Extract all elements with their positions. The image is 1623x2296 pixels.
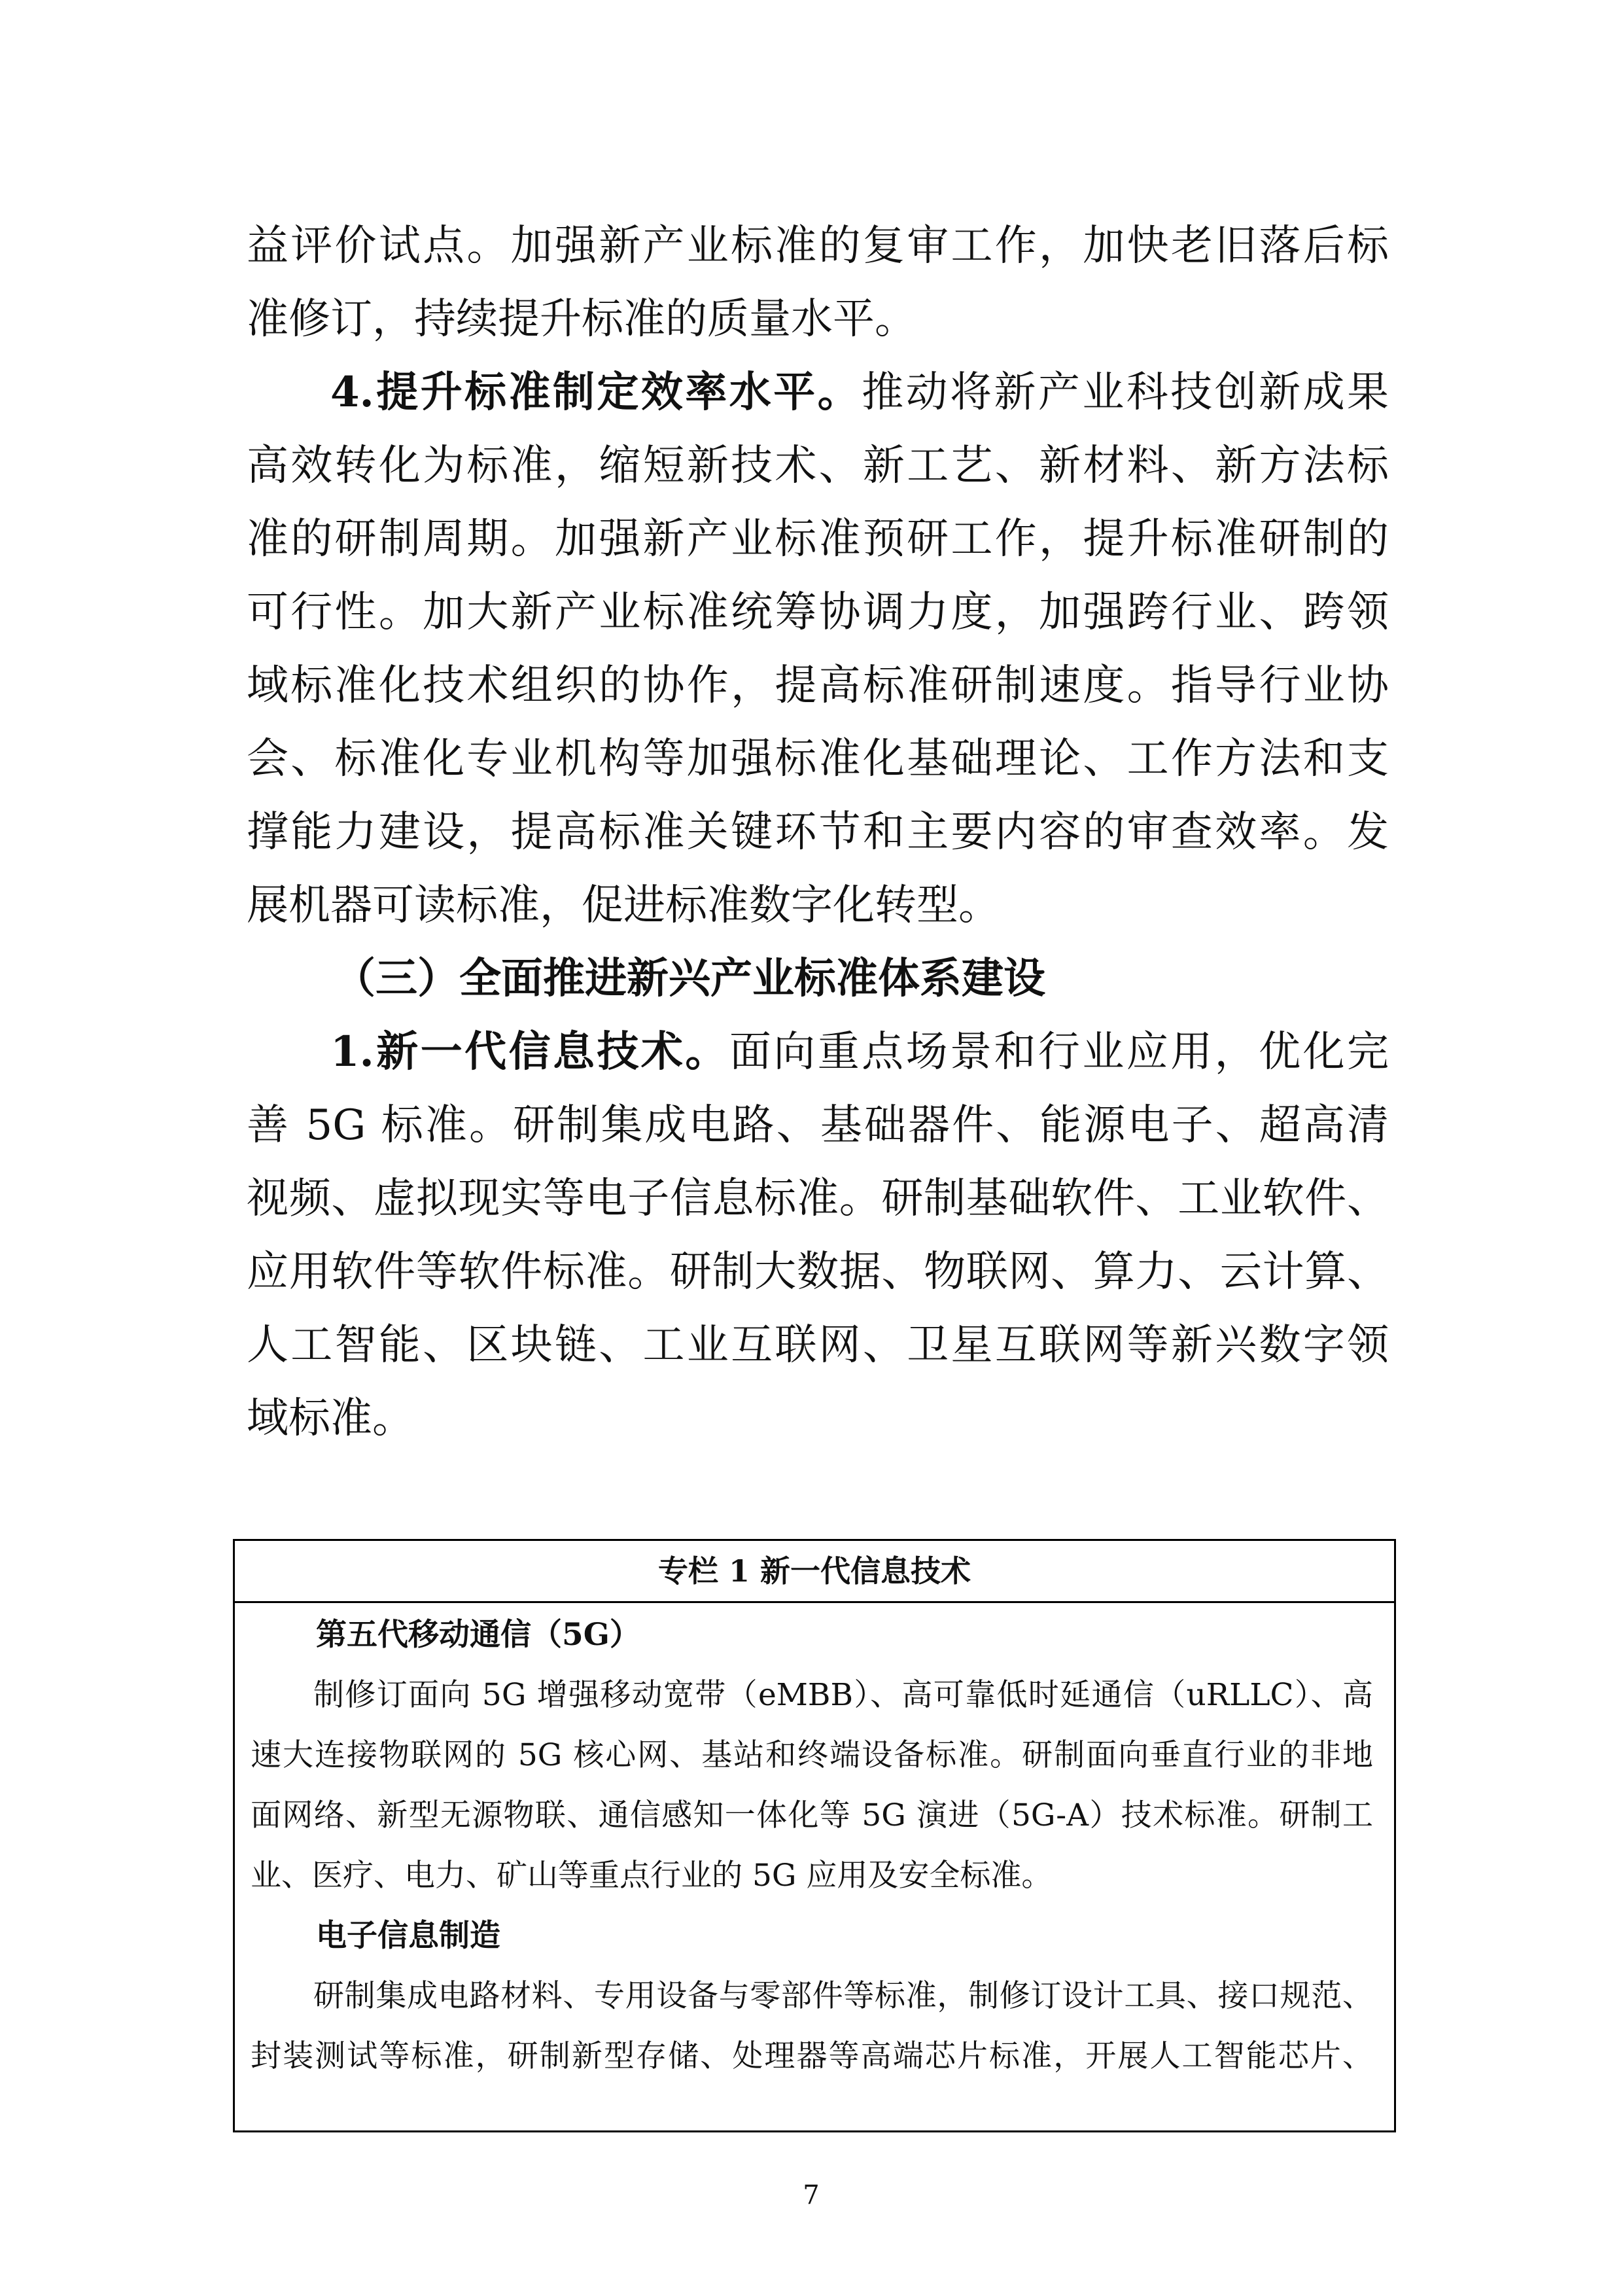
body-line: 视频、虚拟现实等电子信息标准。研制基础软件、工业软件、 xyxy=(247,1174,1389,1223)
body-line: 善 5G 标准。研制集成电路、基础器件、能源电子、超高清 xyxy=(247,1101,1389,1150)
body-line: 高效转化为标准，缩短新技术、新工艺、新材料、新方法标 xyxy=(247,442,1389,490)
body-line: 撑能力建设，提高标准关键环节和主要内容的审查效率。发 xyxy=(247,808,1389,857)
box-line: 面网络、新型无源物联、通信感知一体化等 5G 演进（5G-A）技术标准。研制工 xyxy=(251,1797,1373,1833)
box-line: 制修订面向 5G 增强移动宽带（eMBB）、高可靠低时延通信（uRLLC）、高 xyxy=(313,1677,1373,1713)
box-title: 专栏 1 新一代信息技术 xyxy=(235,1541,1394,1603)
body-line: 应用软件等软件标准。研制大数据、物联网、算力、云计算、 xyxy=(247,1248,1389,1296)
box-subheading: 电子信息制造 xyxy=(316,1918,500,1954)
paragraph-text: 面向重点场景和行业应用，优化完 xyxy=(729,1028,1389,1076)
page-number: 7 xyxy=(803,2180,820,2210)
paragraph-title: 1.新一代信息技术。 xyxy=(330,1027,729,1076)
body-line: 准修订，持续提升标准的质量水平。 xyxy=(247,295,916,344)
box-subheading: 第五代移动通信（5G） xyxy=(316,1617,640,1653)
body-line: 展机器可读标准，促进标准数字化转型。 xyxy=(247,881,1000,930)
body-line: 益评价试点。加强新产业标准的复审工作，加快老旧落后标 xyxy=(247,222,1389,270)
box-line: 封装测试等标准，研制新型存储、处理器等高端芯片标准，开展人工智能芯片、 xyxy=(251,2038,1373,2074)
body-line: 会、标准化专业机构等加强标准化基础理论、工作方法和支 xyxy=(247,735,1389,783)
box-line: 速大连接物联网的 5G 核心网、基站和终端设备标准。研制面向垂直行业的非地 xyxy=(251,1737,1373,1773)
body-line: 准的研制周期。加强新产业标准预研工作，提升标准研制的 xyxy=(247,515,1389,563)
body-line: 可行性。加大新产业标准统筹协调力度，加强跨行业、跨领 xyxy=(247,588,1389,637)
paragraph-text: 推动将新产业科技创新成果 xyxy=(862,368,1389,417)
paragraph-first-line xyxy=(330,1013,1389,1091)
box-line: 业、医疗、电力、矿山等重点行业的 5G 应用及安全标准。 xyxy=(251,1858,1053,1894)
box-line: 研制集成电路材料、专用设备与零部件等标准，制修订设计工具、接口规范、 xyxy=(313,1978,1373,2014)
paragraph-title: 4.提升标准制定效率水平。 xyxy=(330,368,862,417)
paragraph-first-line xyxy=(330,353,1389,432)
body-line: 域标准。 xyxy=(247,1394,414,1443)
section-heading: （三）全面推进新兴产业标准体系建设 xyxy=(334,954,1045,1003)
info-box xyxy=(233,1539,1396,2132)
body-line: 域标准化技术组织的协作，提高标准研制速度。指导行业协 xyxy=(247,662,1389,710)
body-line: 人工智能、区块链、工业互联网、卫星互联网等新兴数字领 xyxy=(247,1321,1389,1369)
